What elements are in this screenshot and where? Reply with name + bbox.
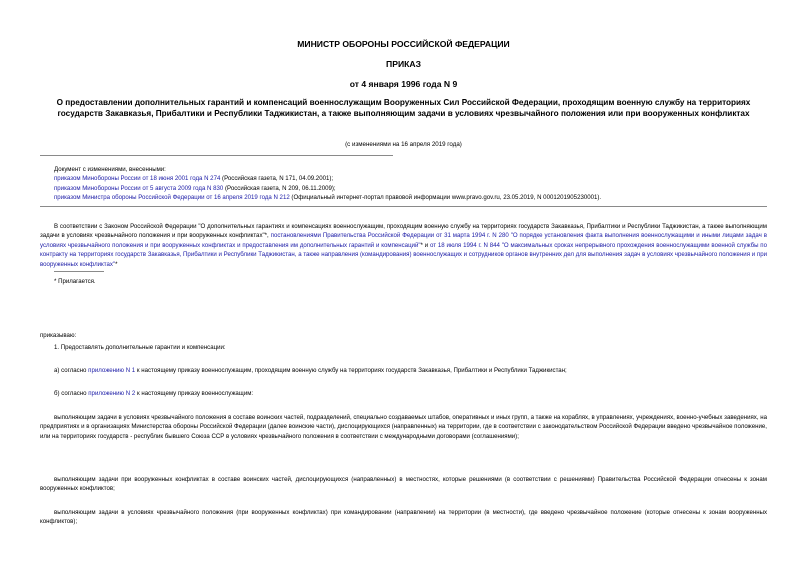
change-source-3: (Официальный интернет-портал правовой информации www.pravo.gov.ru, 23.05.2019, N 0001201905230001). xyxy=(289,194,602,202)
change-link-3[interactable]: приказом Министра обороны Российской Федерации от 16 апреля 2019 года N 212 xyxy=(54,194,290,202)
preamble-link-280[interactable]: постановлениями Правительства Российской Федерации от 31 марта 1994 г. N 280 "О порядке установления факта выполнения военнослужащими и иными лицами задач в условиях чрезвычайного положения и при вооруженных конфликтах и предоставления им дополнительных гарантий и компенсаций" xyxy=(40,232,767,249)
change-item xyxy=(54,174,774,183)
preamble-text-a: В соответствии с Законом Российской Федерации "О дополнительных гарантиях и компенсациях военнослужащим, проходящим военную службу на территориях государств Закавказья, Прибалтики и Республики Таджикистан, а также выполняющим задачи в условиях чрезвычайного положения и при вооруженных конфликтах"*, xyxy=(40,223,767,240)
item-a xyxy=(54,366,767,375)
footnote: * Прилагается. xyxy=(54,278,96,285)
change-source-1: (Российская газета, N 171, 04.09.2001); xyxy=(220,175,334,183)
appendix-1-link[interactable]: приложению N 1 xyxy=(88,367,136,374)
appendix-2-link[interactable]: приложению N 2 xyxy=(88,390,136,397)
change-link-2[interactable]: приказом Минобороны России от 5 августа 2009 года N 830 xyxy=(54,184,224,192)
document-title: О предоставлении дополнительных гарантий и компенсаций военнослужащим Вооруженных Сил Российской Федерации, проходящим военную службу на территориях государств Закавказья, Прибалтики и Республики Таджикистан, а также выполняющим задачи в условиях чрезвычайного положения или при вооруженных конфликтах xyxy=(56,98,751,118)
item-a-prefix: а) согласно xyxy=(54,367,89,374)
footnote-divider xyxy=(54,271,104,272)
preamble-text-c: * xyxy=(115,260,118,268)
revision-note: (с изменениями на 16 апреля 2019 года) xyxy=(345,141,462,148)
changes-block xyxy=(54,165,774,203)
change-item xyxy=(54,193,774,202)
item-b xyxy=(54,389,767,398)
item-b-text: к настоящему приказу военнослужащим: xyxy=(135,390,254,397)
date-number-heading: от 4 января 1996 года N 9 xyxy=(349,79,458,89)
preamble-link-844[interactable]: от 18 июля 1994 г. N 844 "О максимальных сроках непрерывного прохождения военнослужащими военной службы по контракту на территориях государств Закавказья, Прибалтики и Республики Таджикистан, а также направления (командирования) военнослужащих и сотрудников органов внутренних дел для выполнения задач в условиях чрезвычайного положения и при вооруженных конфликтах" xyxy=(40,241,767,268)
body-paragraph-3: выполняющим задачи в условиях чрезвычайного положения (при вооруженных конфликтах) при командировании (направлении) на территории (в местности), где введено чрезвычайное положение (которые отнесены к зонам вооруженных конфликтов); xyxy=(40,509,767,526)
orders-label: приказываю: xyxy=(40,332,77,339)
preamble-paragraph xyxy=(40,222,767,269)
item-a-text: к настоящему приказу военнослужащим, проходящим военную службу на территориях государств Закавказья, Прибалтики и Республики Таджикистан; xyxy=(135,367,567,374)
change-source-2: (Российская газета, N 209, 06.11.2009); xyxy=(223,184,336,192)
section-divider xyxy=(40,206,767,207)
ministry-heading: МИНИСТР ОБОРОНЫ РОССИЙСКОЙ ФЕДЕРАЦИИ xyxy=(297,39,510,49)
changes-intro: Документ с изменениями, внесенными: xyxy=(54,166,166,173)
preamble-text-b: * и xyxy=(420,241,431,249)
item-b-prefix: б) согласно xyxy=(54,390,89,397)
doc-type-heading: ПРИКАЗ xyxy=(386,59,421,69)
item-1: 1. Предоставлять дополнительные гарантии и компенсации: xyxy=(54,344,226,351)
change-item xyxy=(54,184,774,193)
body-paragraph-1: выполняющим задачи в условиях чрезвычайного положения в составе воинских частей, подразделений, специально создаваемых штабов, оперативных и иных групп, а также на кораблях, в управлениях, учреждениях, военно-учебных заведениях, на предприятиях и в организациях Министерства обороны Российской Федерации (далее воинские части), дислоцирующихся (направленных) на территории, где в соответствии с законодательством Российской Федерации введено чрезвычайное положение, или на территориях государств - республик бывшего Союза ССР в условиях чрезвычайного положения в соответствии с международными договорами (соглашениями); xyxy=(40,414,767,440)
body-paragraph-2: выполняющим задачи при вооруженных конфликтах в составе воинских частей, дислоцирующихся (направленных) в местностях, которые решениями (в соответствии с решениями) Правительства Российской Федерации отнесены к зонам вооруженных конфликтов; xyxy=(40,476,767,493)
header-divider xyxy=(40,155,393,156)
change-link-1[interactable]: приказом Минобороны России от 18 июня 2001 года N 274 xyxy=(54,175,221,183)
